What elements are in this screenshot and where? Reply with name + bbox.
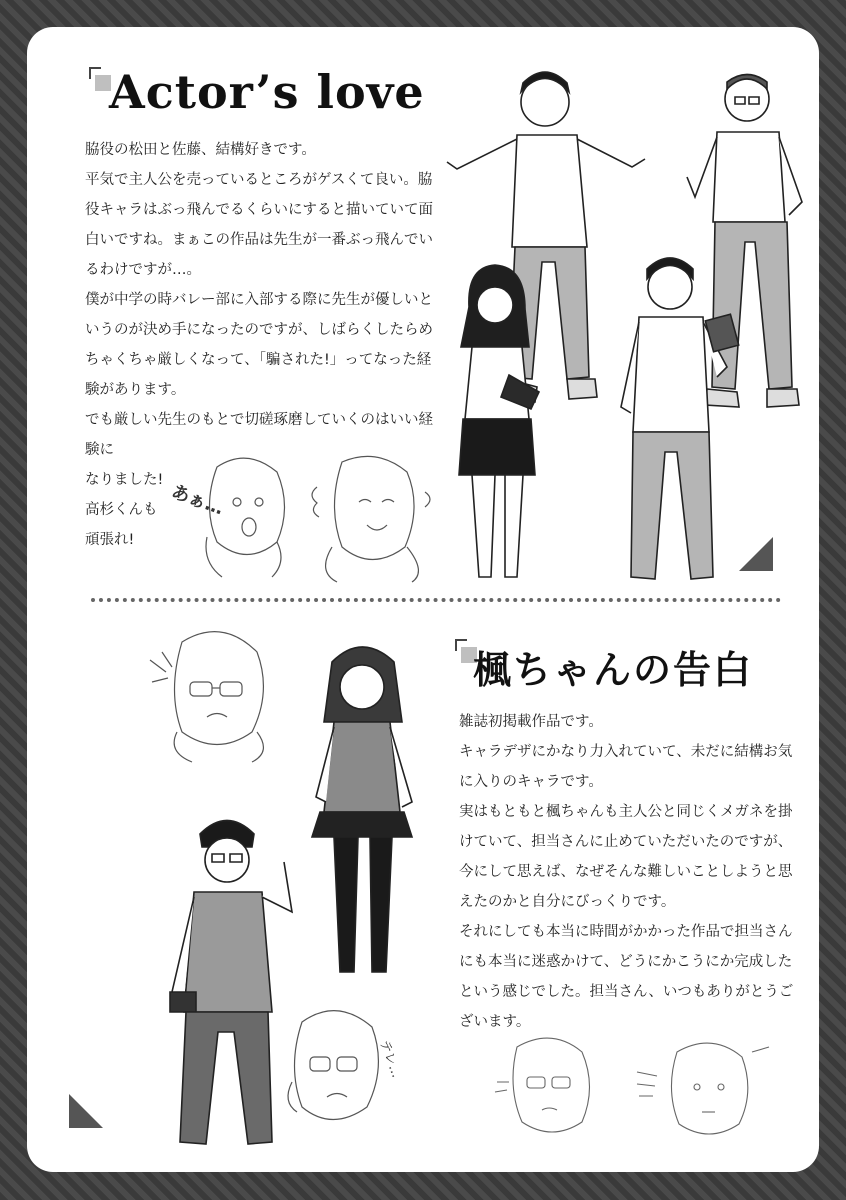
section1-title-block	[85, 57, 425, 127]
section2-characters-illustration	[122, 612, 452, 1152]
shock-sfx: あぁ…	[168, 481, 227, 520]
section1-paragraph: 脇役の松田と佐藤、結構好きです。	[85, 142, 316, 158]
section1-paragraph: 高杉くんも	[85, 502, 158, 518]
section1-paragraph: 僕が中学の時バレー部に入部する際に先生が優しいというのが決め手になったのですが、しばらくしたらめちゃくちゃ厳しくなって、「騙された!」ってなった経験があります。	[85, 292, 433, 398]
character-kaede	[312, 647, 412, 972]
section1-title: Actor’s love	[109, 65, 425, 119]
section1-sketch-heads	[167, 447, 447, 582]
sketch-kaede-glasses	[495, 1038, 590, 1132]
section2-paragraph: 雑誌初掲載作品です。	[459, 714, 603, 730]
page-card	[27, 27, 819, 1172]
section1-characters-illustration	[417, 47, 817, 587]
character-protagonist-glasses	[170, 821, 292, 1145]
section1-paragraph: なりました!	[85, 472, 164, 488]
section2-body	[459, 707, 799, 1037]
section2-paragraph: キャラデザにかなり力入れていて、未だに結構お気に入りのキャラです。	[459, 744, 793, 790]
sketch-head-glasses-girl	[150, 632, 263, 762]
sketch-boy	[637, 1043, 769, 1134]
section1-paragraph: でも厳しい先生のもとで切磋琢磨していくのはいい経験に	[85, 412, 433, 458]
corner-triangle-icon	[739, 537, 773, 571]
sketch-head-smiling	[312, 456, 430, 582]
section1-paragraph: 平気で主人公を売っているところがゲスくて良い。脇役キャラはぶっ飛んでるくらいにすると描いていて面白いですね。まぁこの作品は先生が一番ぶっ飛んでいるわけですが…。	[85, 172, 433, 278]
section2-bottom-sketches	[487, 1032, 787, 1147]
title-corner-icon	[455, 639, 467, 651]
section2-title-block	[459, 639, 779, 699]
title-corner-icon	[89, 67, 101, 79]
embarrassed-sfx: テレ…	[376, 1038, 404, 1080]
section-divider	[91, 598, 781, 602]
section2-paragraph: それにしても本当に時間がかかった作品で担当さんにも本当に迷惑かけて、どうにかこうにか完成したという感じでした。担当さん、いつもありがとうございます。	[459, 924, 794, 1030]
section1-paragraph: 頑張れ!	[85, 532, 135, 548]
section2-title: 楓ちゃんの告白	[473, 648, 754, 692]
sketch-head-embarrassed	[288, 1011, 378, 1120]
corner-triangle-icon	[69, 1094, 103, 1128]
section2-paragraph: 実はもともと楓ちゃんも主人公と同じくメガネを掛けていて、担当さんに止めていただいたのですが、今にして思えば、なぜそんな難しいことしようと思えたのかと自分にびっくりです。	[459, 804, 793, 910]
